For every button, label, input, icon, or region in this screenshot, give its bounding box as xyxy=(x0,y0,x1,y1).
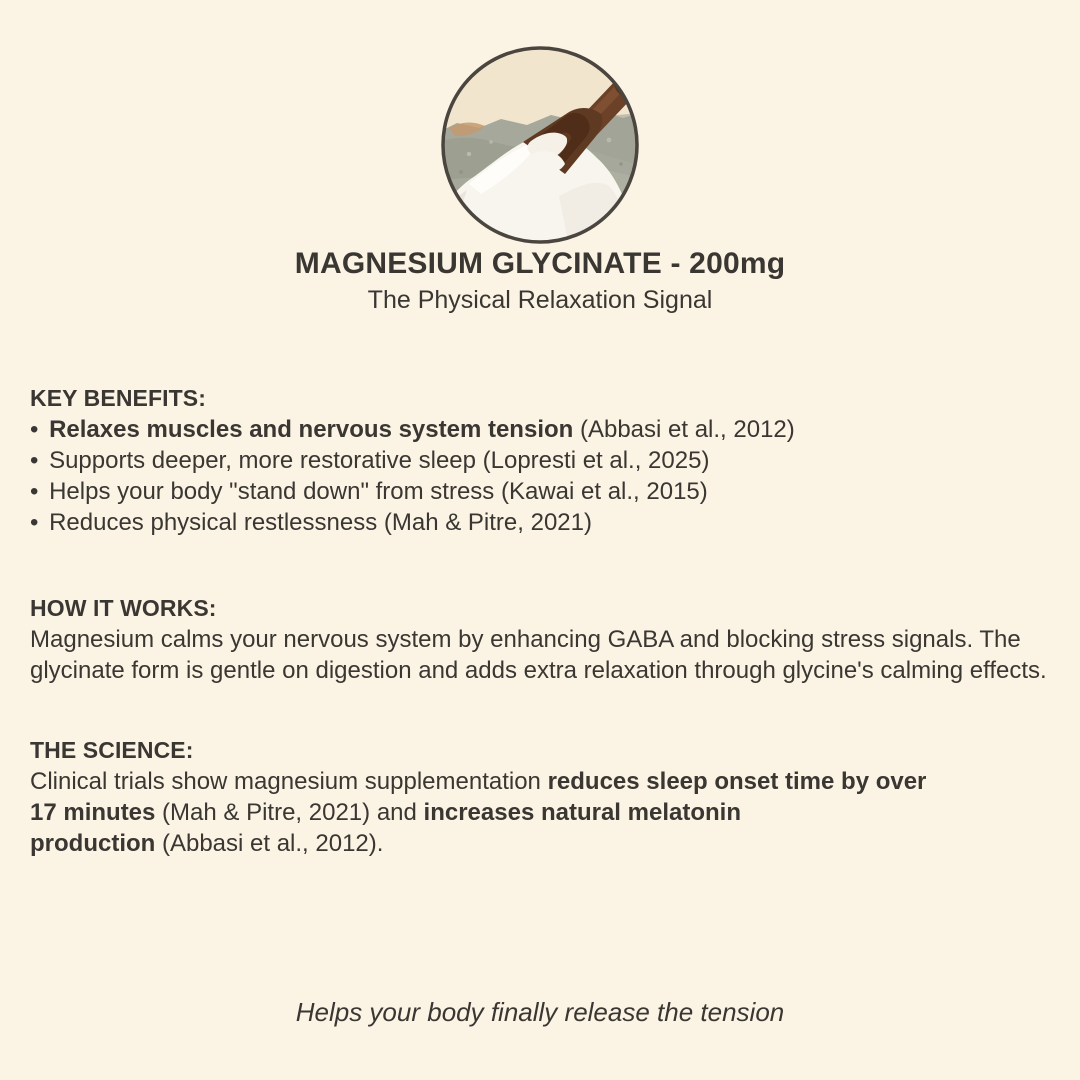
bold-text-segment: 17 minutes xyxy=(30,799,156,826)
benefit-item xyxy=(30,476,1052,507)
bold-text-segment: increases natural melatonin xyxy=(423,799,741,826)
text-segment: Supports deeper, more restorative sleep (Lopresti et al., 2025) xyxy=(49,447,710,474)
science-line xyxy=(30,797,1052,828)
text-segment: (Abbasi et al., 2012) xyxy=(573,416,795,443)
text-segment: Clinical trials show magnesium supplementation xyxy=(30,768,548,795)
text-segment: Helps your body "stand down" from stress (Kawai et al., 2015) xyxy=(49,478,708,505)
header-block xyxy=(0,247,1080,314)
text-segment: (Mah & Pitre, 2021) and xyxy=(155,799,424,826)
how-it-works-heading: HOW IT WORKS: xyxy=(30,595,217,621)
key-benefits-list xyxy=(30,414,1052,538)
science-line xyxy=(30,828,1052,859)
product-title: MAGNESIUM GLYCINATE - 200mg xyxy=(294,247,786,280)
bullet-icon: • xyxy=(30,416,46,443)
product-subtitle: The Physical Relaxation Signal xyxy=(367,286,713,314)
bold-text-segment: Relaxes muscles and nervous system tension xyxy=(49,416,574,443)
key-benefits-heading: KEY BENEFITS: xyxy=(30,385,206,411)
magnesium-powder-photo-illustration xyxy=(439,44,641,246)
how-it-works-section xyxy=(30,593,1052,686)
benefit-item xyxy=(30,445,1052,476)
bullet-icon: • xyxy=(30,478,46,505)
key-benefits-section xyxy=(30,383,1052,538)
science-body xyxy=(30,766,1052,859)
text-segment: (Abbasi et al., 2012). xyxy=(155,830,384,857)
text-segment: Reduces physical restlessness (Mah & Pitre, 2021) xyxy=(49,509,592,536)
bullet-icon: • xyxy=(30,447,46,474)
science-section xyxy=(30,735,1052,859)
how-it-works-body: Magnesium calms your nervous system by enhancing GABA and blocking stress signals. The glycinate form is gentle on digestion and adds extra relaxation through glycine's calming effects. xyxy=(30,626,1047,684)
tagline: Helps your body finally release the tension xyxy=(295,997,785,1027)
science-heading: THE SCIENCE: xyxy=(30,737,194,763)
product-photo xyxy=(439,44,641,246)
benefit-item xyxy=(30,414,1052,445)
bullet-icon: • xyxy=(30,509,46,536)
benefit-item xyxy=(30,507,1052,538)
bold-text-segment: production xyxy=(30,830,156,857)
science-line xyxy=(30,766,1052,797)
bold-text-segment: reduces sleep onset time by over xyxy=(547,768,927,795)
content-block xyxy=(30,383,1052,859)
